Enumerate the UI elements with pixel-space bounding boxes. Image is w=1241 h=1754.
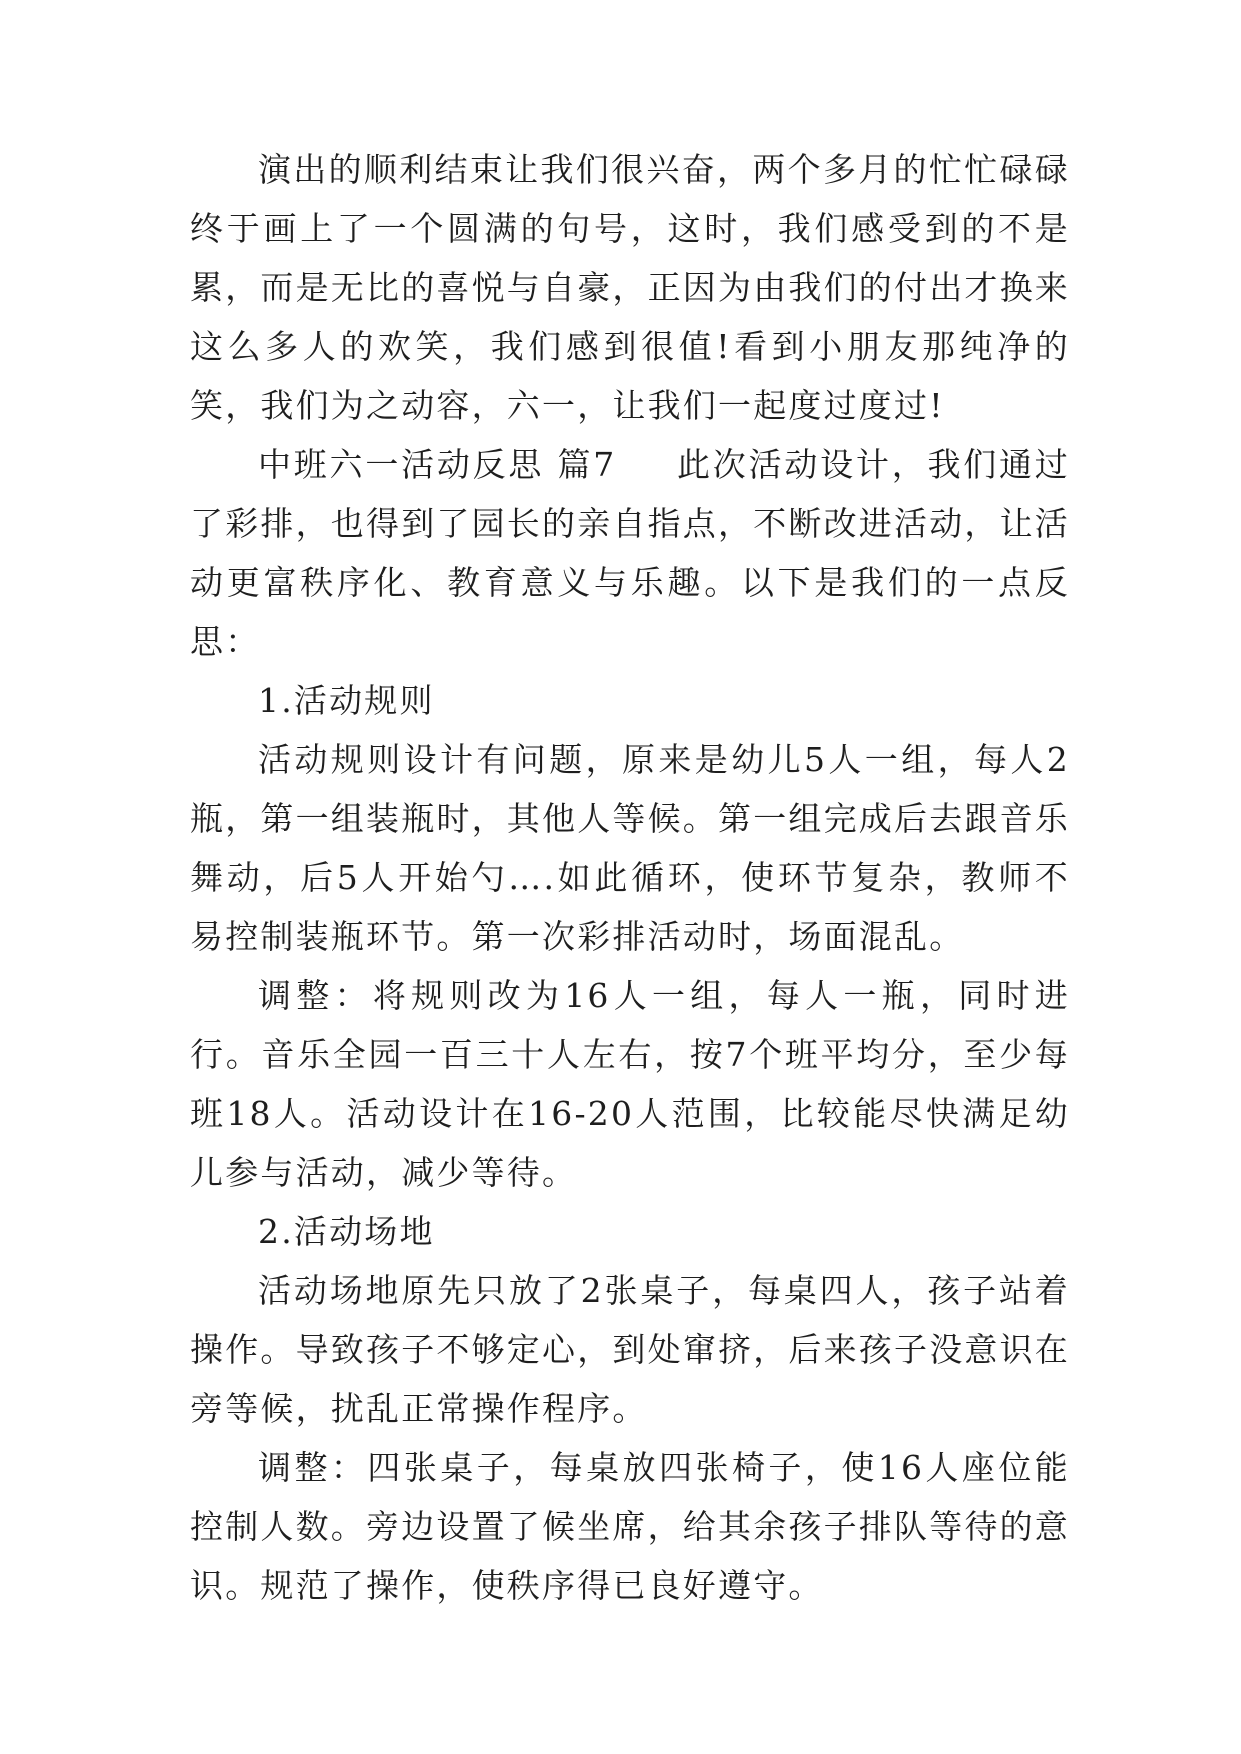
document-body [190, 140, 1070, 1615]
section-heading: 中班六一活动反思 篇7 [258, 445, 617, 484]
subheading-activity-venue: 2.活动场地 [258, 1212, 435, 1251]
section-intro: 此次活动设计，我们通过了彩排，也得到了园长的亲自指点，不断改进活动，让活动更富秩序化、教育意义与乐趣。以下是我们的一点反思： [190, 445, 1070, 661]
subheading-activity-rules: 1.活动规则 [258, 681, 435, 720]
paragraph-venue-adjustment: 调整：四张桌子，每桌放四张椅子，使16人座位能控制人数。旁边设置了候坐席，给其余孩子排队等待的意识。规范了操作，使秩序得已良好遵守。 [190, 1448, 1070, 1605]
paragraph-performance-summary: 演出的顺利结束让我们很兴奋，两个多月的忙忙碌碌终于画上了一个圆满的句号，这时，我们感受到的不是累，而是无比的喜悦与自豪，正因为由我们的付出才换来这么多人的欢笑，我们感到很值!看到小朋友那纯净的笑，我们为之动容，六一，让我们一起度过度过! [190, 150, 1070, 425]
paragraph-venue-problem: 活动场地原先只放了2张桌子，每桌四人，孩子站着操作。导致孩子不够定心，到处窜挤，后来孩子没意识在旁等候，扰乱正常操作程序。 [190, 1271, 1070, 1428]
paragraph-rules-adjustment: 调整：将规则改为16人一组，每人一瓶，同时进行。音乐全园一百三十人左右，按7个班平均分，至少每班18人。活动设计在16-20人范围，比较能尽快满足幼儿参与活动，减少等待。 [190, 976, 1070, 1192]
paragraph-section-7 [190, 435, 1070, 671]
paragraph-rules-problem: 活动规则设计有问题，原来是幼儿5人一组，每人2瓶，第一组装瓶时，其他人等候。第一组完成后去跟音乐舞动，后5人开始勺….如此循环，使环节复杂，教师不易控制装瓶环节。第一次彩排活动时，场面混乱。 [190, 740, 1070, 956]
